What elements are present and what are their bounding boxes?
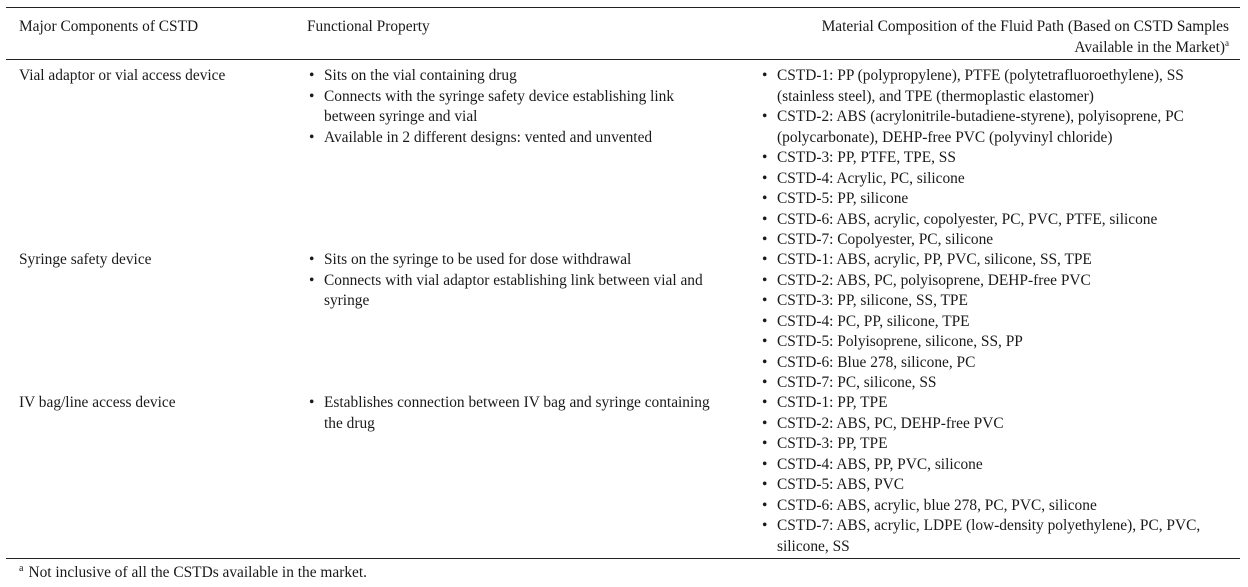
bullet-icon: • bbox=[762, 353, 768, 371]
bullet-icon: • bbox=[762, 496, 768, 514]
functional-property-list bbox=[307, 66, 727, 148]
material-composition-item bbox=[760, 414, 1240, 435]
material-composition-list bbox=[760, 66, 1240, 251]
material-composition-item bbox=[760, 373, 1240, 394]
material-composition-item bbox=[760, 353, 1240, 374]
material-composition-item bbox=[760, 250, 1240, 271]
bullet-icon: • bbox=[762, 312, 768, 330]
functional-property-item bbox=[307, 250, 727, 271]
material-composition-text: CSTD-5: Polyisoprene, silicone, SS, PP bbox=[777, 333, 1023, 350]
bullet-icon: • bbox=[309, 87, 315, 105]
header-material-line2: Available in the Market) bbox=[1074, 38, 1225, 56]
material-composition-text: CSTD-7: PC, silicone, SS bbox=[777, 374, 937, 391]
bullet-icon: • bbox=[762, 251, 768, 268]
material-composition-item bbox=[760, 496, 1240, 517]
material-composition-text: CSTD-1: ABS, acrylic, PP, PVC, silicone, SS, TPE bbox=[777, 251, 1092, 268]
functional-property-item bbox=[307, 66, 727, 87]
material-composition-text: CSTD-2: ABS (acrylonitrile-butadiene-styrene), polyisoprene, PC (polycarbonate), DEHP-free PVC (polyvinyl chloride) bbox=[777, 108, 1184, 146]
bullet-icon: • bbox=[762, 435, 768, 452]
material-composition-item bbox=[760, 393, 1240, 414]
footnote-marker: a bbox=[19, 562, 24, 574]
header-functional-property: Functional Property bbox=[307, 18, 430, 35]
material-composition-text: CSTD-4: ABS, PP, PVC, silicone bbox=[777, 455, 983, 473]
component-name: Vial adaptor or vial access device bbox=[19, 67, 226, 84]
material-composition-text: CSTD-3: PP, silicone, SS, TPE bbox=[777, 292, 968, 309]
component-name: Syringe safety device bbox=[19, 251, 152, 268]
material-composition-text: CSTD-6: ABS, acrylic, copolyester, PC, PVC, PTFE, silicone bbox=[777, 210, 1158, 228]
bullet-icon: • bbox=[309, 128, 315, 146]
header-material-line1: Material Composition of the Fluid Path (Based on CSTD Samples bbox=[821, 18, 1229, 35]
bullet-icon: • bbox=[309, 67, 315, 84]
bullet-icon: • bbox=[309, 271, 315, 289]
header-major-components: Major Components of CSTD bbox=[19, 18, 199, 35]
functional-property-item bbox=[307, 271, 727, 312]
bullet-icon: • bbox=[762, 210, 768, 228]
functional-property-item bbox=[307, 87, 727, 128]
header-material-composition bbox=[759, 17, 1229, 58]
material-composition-text: CSTD-3: PP, PTFE, TPE, SS bbox=[777, 149, 956, 166]
material-composition-text: CSTD-1: PP (polypropylene), PTFE (polytetrafluoroethylene), SS (stainless steel), and TPE (thermoplastic elastomer) bbox=[777, 67, 1184, 105]
functional-property-text: Connects with the syringe safety device establishing link between syringe and vial bbox=[324, 87, 675, 125]
bullet-icon: • bbox=[309, 394, 315, 411]
bullet-icon: • bbox=[762, 414, 768, 432]
material-composition-item bbox=[760, 271, 1240, 292]
material-composition-item bbox=[760, 516, 1240, 557]
material-composition-item bbox=[760, 210, 1240, 231]
material-composition-item bbox=[760, 291, 1240, 312]
bullet-icon: • bbox=[762, 149, 768, 166]
material-composition-item bbox=[760, 332, 1240, 353]
table-top-rule bbox=[6, 7, 1240, 8]
bullet-icon: • bbox=[762, 190, 768, 207]
bullet-icon: • bbox=[762, 455, 768, 473]
material-composition-text: CSTD-2: ABS, PC, DEHP-free PVC bbox=[777, 414, 1004, 432]
bullet-icon: • bbox=[309, 251, 315, 268]
bullet-icon: • bbox=[762, 476, 768, 493]
material-composition-text: CSTD-7: Copolyester, PC, silicone bbox=[777, 231, 994, 248]
functional-property-text: Sits on the vial containing drug bbox=[324, 67, 517, 84]
material-composition-item bbox=[760, 312, 1240, 333]
material-composition-text: CSTD-5: ABS, PVC bbox=[777, 476, 905, 493]
material-composition-item bbox=[760, 107, 1240, 148]
material-composition-text: CSTD-6: Blue 278, silicone, PC bbox=[777, 353, 976, 371]
functional-property-list bbox=[307, 393, 727, 434]
functional-property-text: Sits on the syringe to be used for dose withdrawal bbox=[324, 251, 632, 268]
functional-property-list bbox=[307, 250, 727, 312]
footnote-text: Not inclusive of all the CSTDs available in the market. bbox=[28, 564, 367, 581]
material-composition-item bbox=[760, 169, 1240, 190]
functional-property-item bbox=[307, 393, 727, 434]
material-composition-text: CSTD-3: PP, TPE bbox=[777, 435, 888, 452]
material-composition-text: CSTD-2: ABS, PC, polyisoprene, DEHP-free PVC bbox=[777, 271, 1091, 289]
material-composition-text: CSTD-1: PP, TPE bbox=[777, 394, 888, 411]
material-composition-item bbox=[760, 148, 1240, 169]
material-composition-item bbox=[760, 455, 1240, 476]
material-composition-item bbox=[760, 66, 1240, 107]
table-footnote bbox=[19, 563, 367, 584]
bullet-icon: • bbox=[762, 231, 768, 248]
functional-property-text: Establishes connection between IV bag and syringe containing the drug bbox=[324, 394, 710, 432]
material-composition-item bbox=[760, 434, 1240, 455]
bullet-icon: • bbox=[762, 67, 768, 84]
material-composition-list bbox=[760, 393, 1240, 557]
functional-property-text: Available in 2 different designs: vented and unvented bbox=[324, 128, 653, 146]
functional-property-text: Connects with vial adaptor establishing link between vial and syringe bbox=[324, 271, 703, 309]
material-composition-item bbox=[760, 189, 1240, 210]
functional-property-item bbox=[307, 128, 727, 149]
bullet-icon: • bbox=[762, 394, 768, 411]
material-composition-text: CSTD-6: ABS, acrylic, blue 278, PC, PVC, silicone bbox=[777, 496, 1097, 514]
bullet-icon: • bbox=[762, 169, 768, 187]
material-composition-text: CSTD-5: PP, silicone bbox=[777, 190, 909, 207]
material-composition-text: CSTD-4: PC, PP, silicone, TPE bbox=[777, 312, 970, 330]
table-header-rule bbox=[6, 59, 1240, 60]
bullet-icon: • bbox=[762, 292, 768, 309]
table-bottom-rule bbox=[6, 558, 1240, 559]
material-composition-item bbox=[760, 475, 1240, 496]
bullet-icon: • bbox=[762, 333, 768, 350]
bullet-icon: • bbox=[762, 517, 768, 534]
bullet-icon: • bbox=[762, 374, 768, 391]
material-composition-list bbox=[760, 250, 1240, 394]
material-composition-text: CSTD-4: Acrylic, PC, silicone bbox=[777, 169, 965, 187]
bullet-icon: • bbox=[762, 108, 768, 125]
material-composition-item bbox=[760, 230, 1240, 251]
header-footnote-marker: a bbox=[1225, 37, 1229, 48]
component-name: IV bag/line access device bbox=[19, 394, 176, 411]
material-composition-text: CSTD-7: ABS, acrylic, LDPE (low-density polyethylene), PC, PVC, silicone, SS bbox=[777, 517, 1201, 555]
bullet-icon: • bbox=[762, 271, 768, 289]
